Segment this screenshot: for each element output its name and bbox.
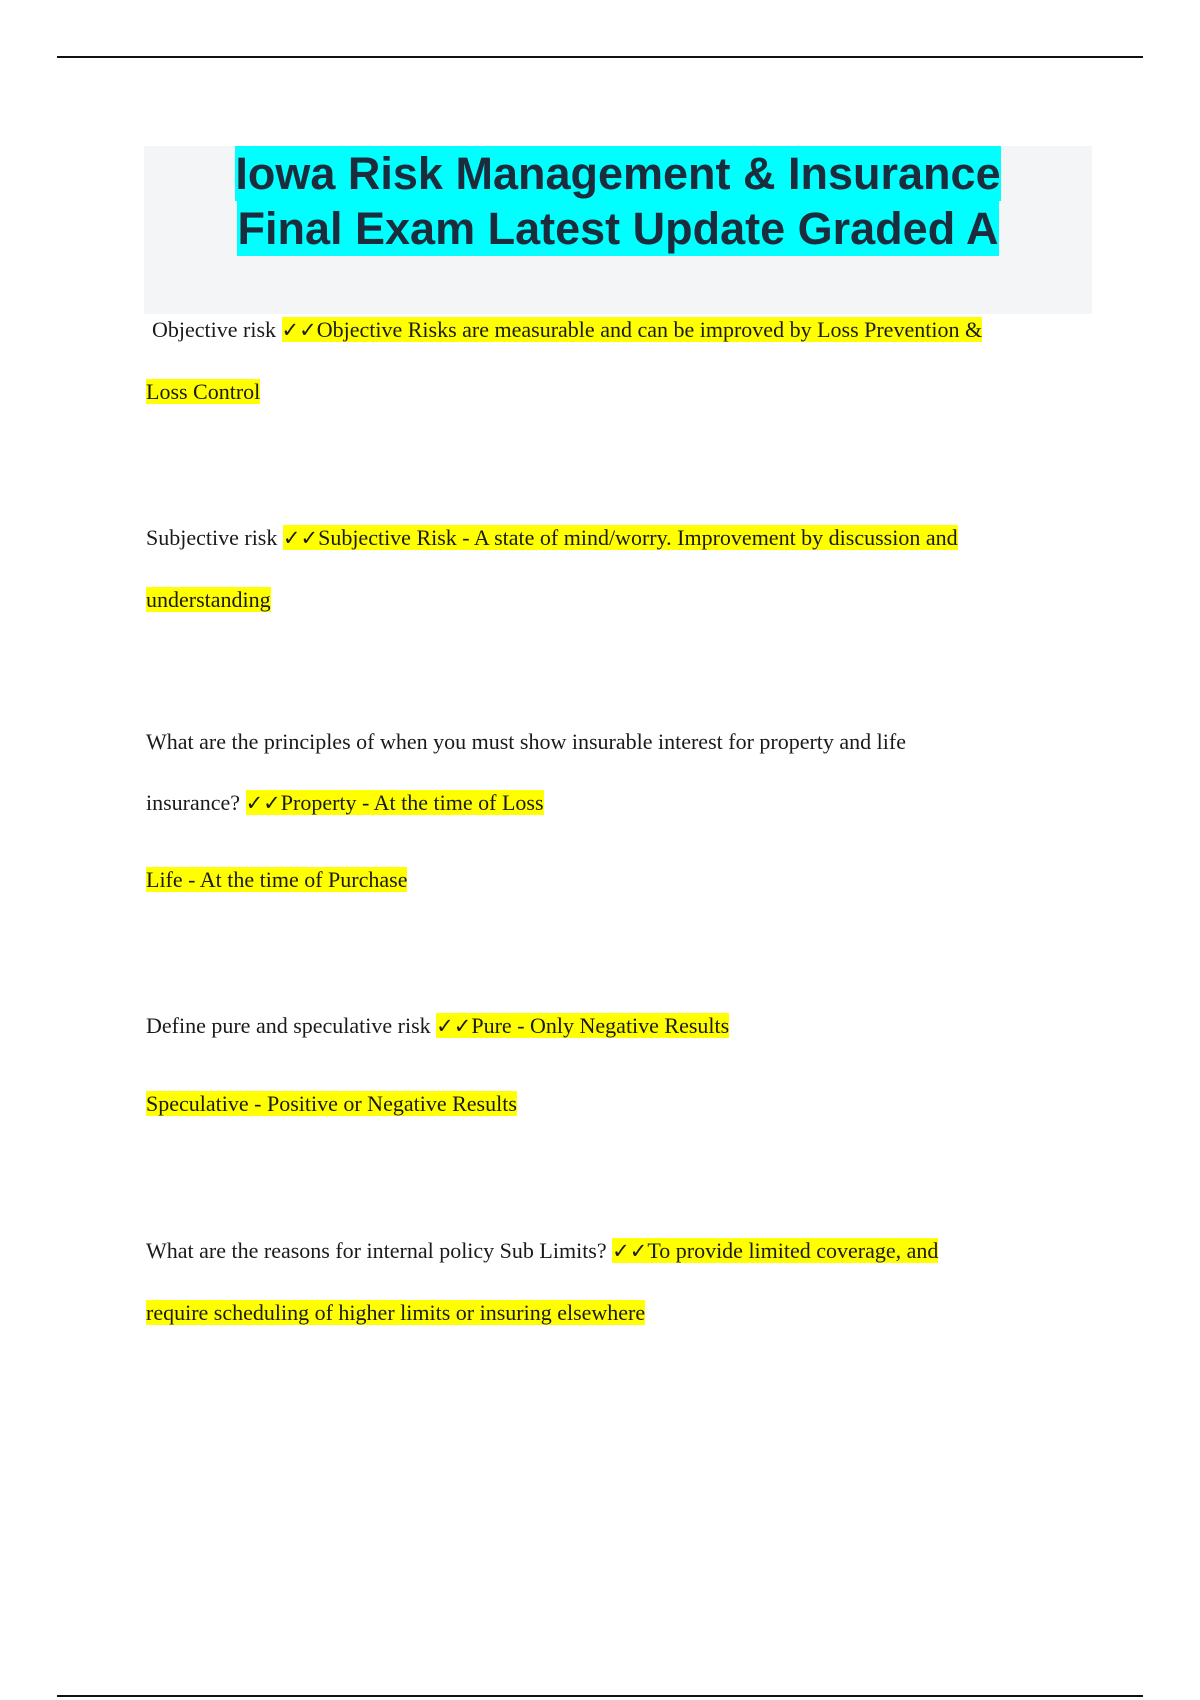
qa-item-objective-risk xyxy=(146,299,1076,422)
check-mark-icon: ✓✓ xyxy=(436,1014,472,1038)
answer-highlight xyxy=(436,1013,729,1038)
qa-item-pure-speculative-risk xyxy=(146,995,1076,1134)
check-mark-icon: ✓✓ xyxy=(245,791,281,815)
title-line-2: Final Exam Latest Update Graded A xyxy=(237,203,999,254)
answer-highlight xyxy=(246,790,544,815)
answer-highlight xyxy=(283,525,958,550)
answer-text: To provide limited coverage, and xyxy=(647,1238,939,1263)
bottom-rule xyxy=(57,1695,1143,1697)
check-mark-icon: ✓✓ xyxy=(282,526,319,550)
question-text: What are the reasons for internal policy Sub Limits? xyxy=(146,1238,607,1263)
answer-text: Pure - Only Negative Results xyxy=(471,1013,730,1038)
top-rule xyxy=(57,56,1143,58)
answer-text: Objective Risks are measurable and can be improved by Loss Prevention & xyxy=(316,317,983,342)
answer-text-continued: understanding xyxy=(146,587,271,612)
answer-text-continued: Speculative - Positive or Negative Results xyxy=(146,1091,517,1116)
question-text: Define pure and speculative risk xyxy=(146,1013,431,1038)
question-text: Subjective risk xyxy=(146,525,278,550)
qa-item-sub-limits xyxy=(146,1220,1076,1343)
answer-highlight xyxy=(282,317,983,342)
question-text-continued: insurance? xyxy=(146,790,241,815)
title-line-1: Iowa Risk Management & Insurance xyxy=(235,148,1001,199)
qa-item-insurable-interest xyxy=(146,711,1076,910)
check-mark-icon: ✓✓ xyxy=(281,318,317,342)
document-title xyxy=(144,146,1092,256)
answer-text: Property - At the time of Loss xyxy=(280,790,544,815)
check-mark-icon: ✓✓ xyxy=(612,1239,648,1263)
title-banner xyxy=(144,146,1092,314)
answer-text: Subjective Risk - A state of mind/worry. Improvement by discussion and xyxy=(318,525,958,550)
qa-item-subjective-risk xyxy=(146,507,1076,630)
question-text: Objective risk xyxy=(152,317,277,342)
question-text: What are the principles of when you must show insurable interest for property and life xyxy=(146,729,906,754)
answer-text-continued: Life - At the time of Purchase xyxy=(146,867,408,892)
answer-text-continued: require scheduling of higher limits or insuring elsewhere xyxy=(146,1300,646,1325)
answer-highlight xyxy=(612,1238,938,1263)
answer-text-continued: Loss Control xyxy=(146,379,261,404)
